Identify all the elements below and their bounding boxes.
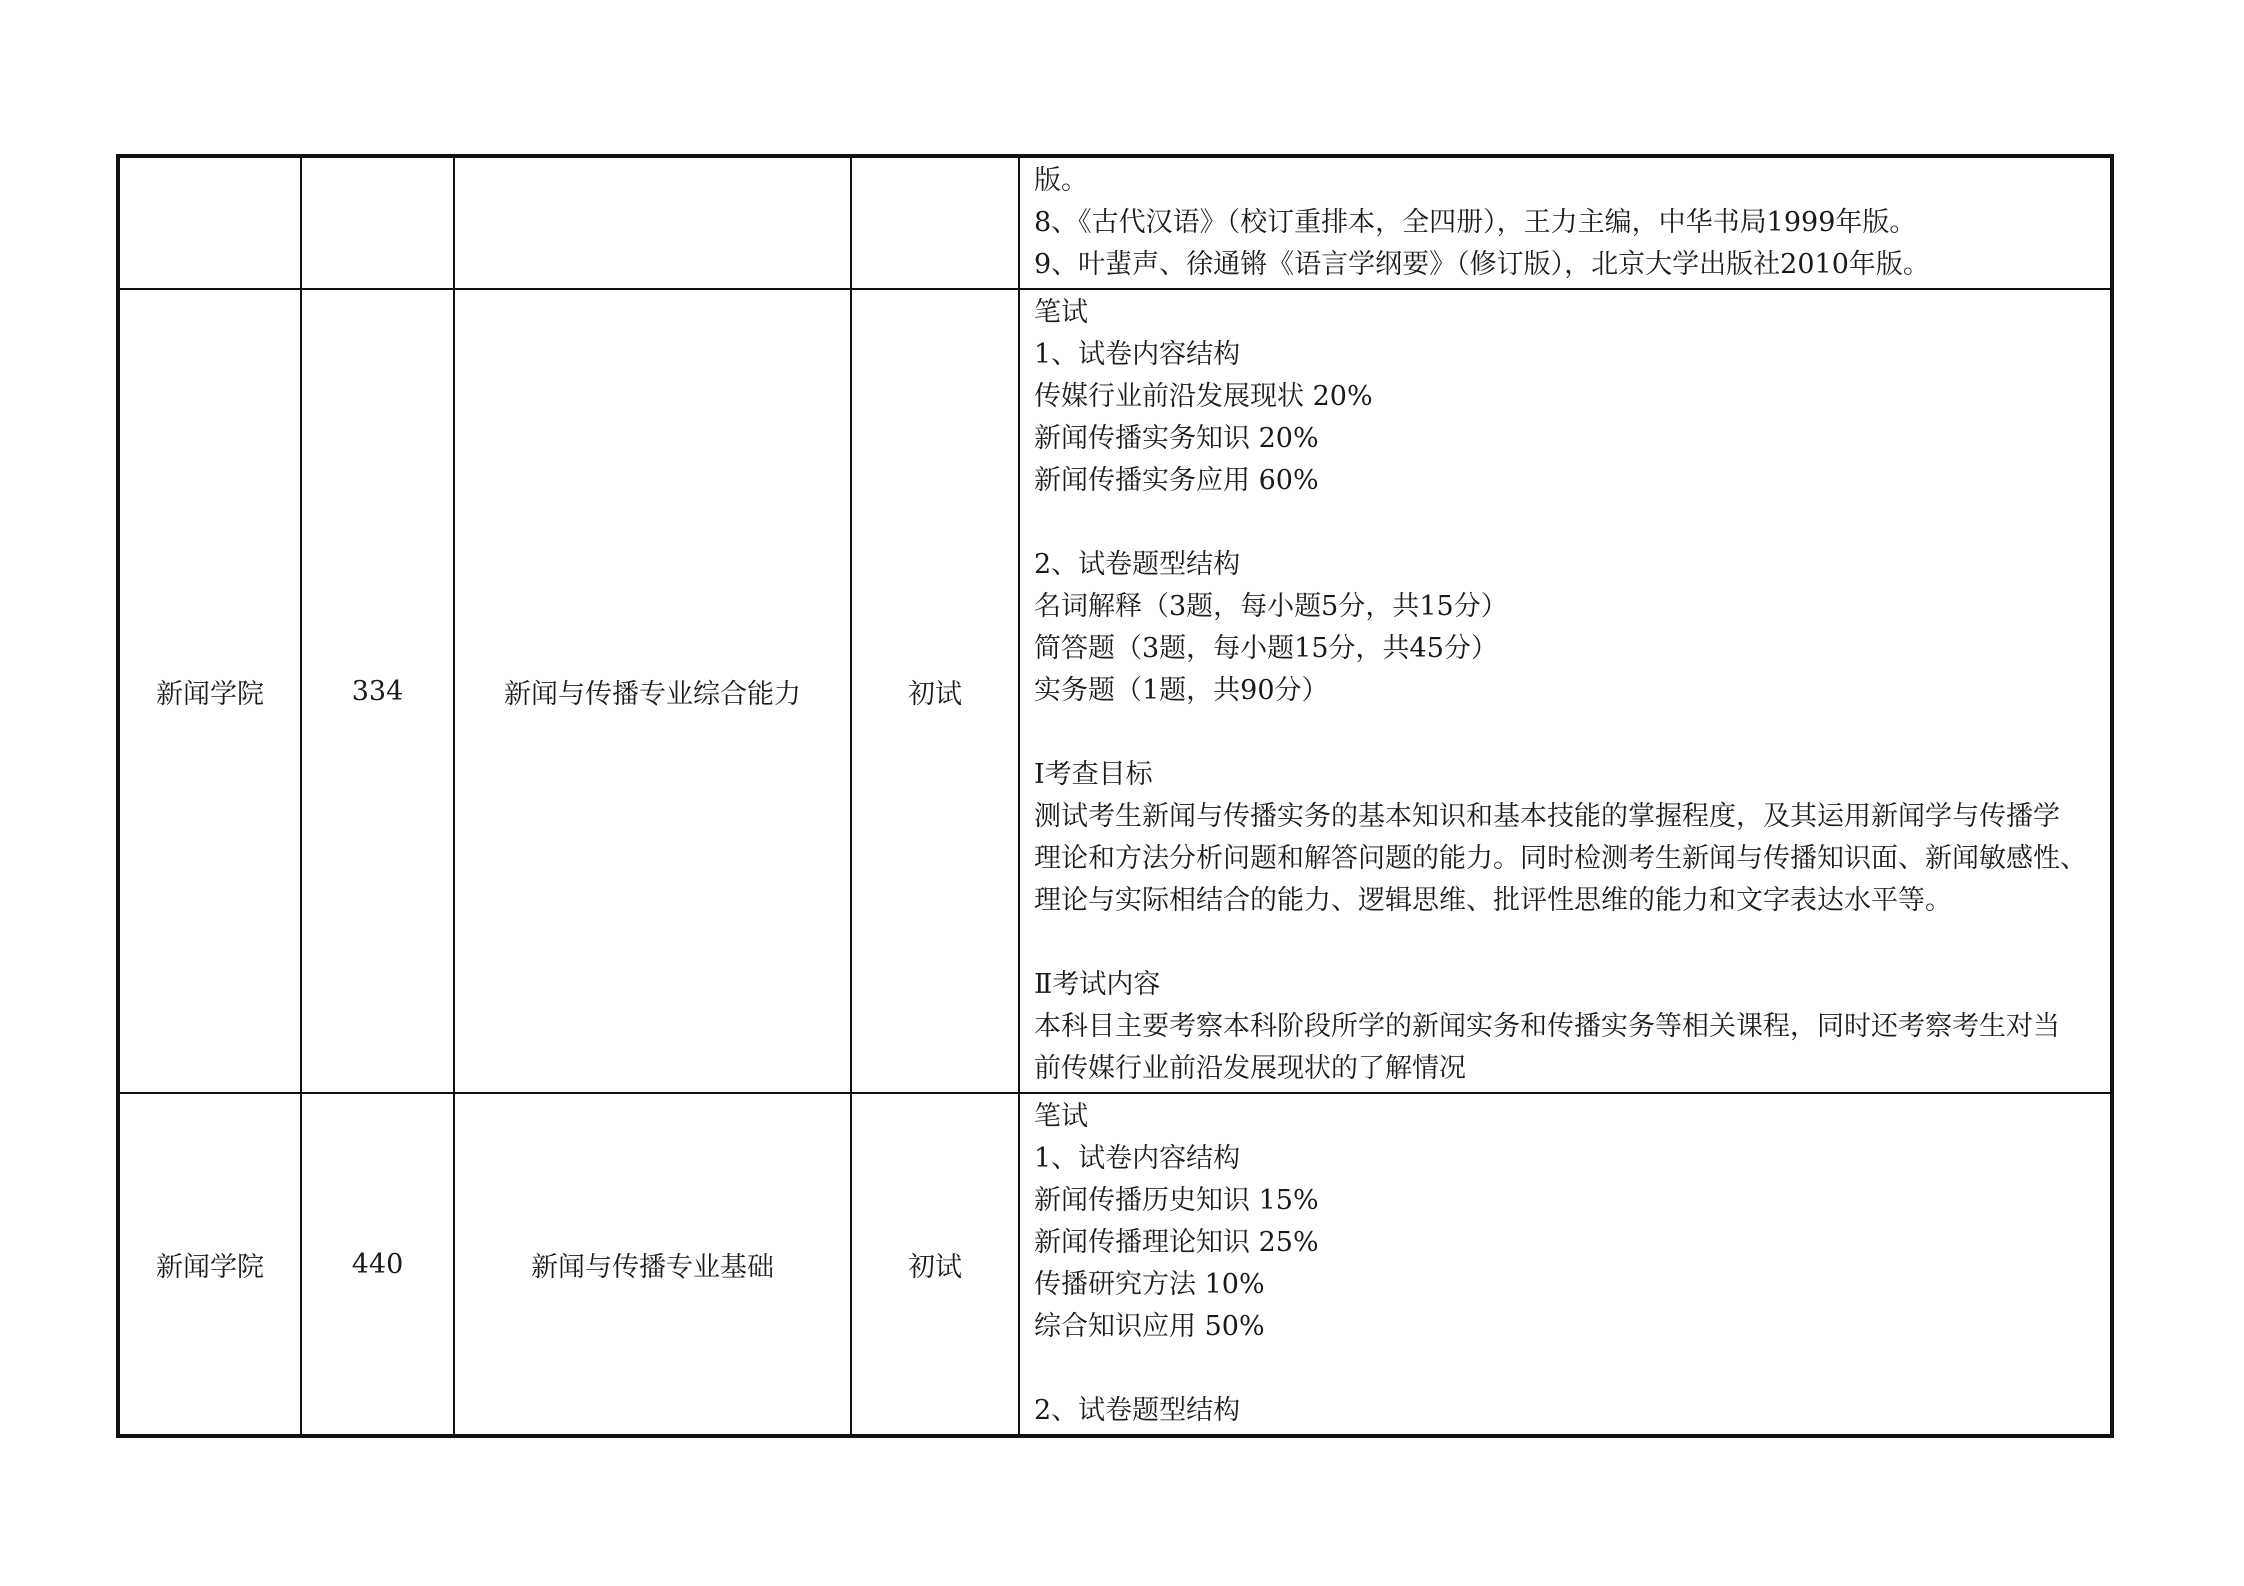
subject-name-cell <box>454 156 851 289</box>
exam-type-cell: 初试 <box>851 289 1019 1093</box>
content-line: Ⅱ考试内容 <box>1034 969 1161 1000</box>
content-line: 新闻传播历史知识 15% <box>1034 1185 1319 1216</box>
blank-line <box>1034 712 2100 754</box>
content-line: 传播研究方法 10% <box>1034 1269 1265 1300</box>
exam-content-cell <box>1019 1093 2112 1436</box>
content-line: 新闻传播实务应用 60% <box>1034 465 1319 496</box>
blank-line <box>1034 922 2100 964</box>
subject-code-cell: 334 <box>301 289 454 1093</box>
content-line: 传媒行业前沿发展现状 20% <box>1034 381 1373 412</box>
content-line: 笔试 <box>1034 297 1088 328</box>
table-row <box>118 1093 2112 1436</box>
content-line: 笔试 <box>1034 1101 1088 1132</box>
content-line: 前传媒行业前沿发展现状的了解情况 <box>1034 1053 1466 1084</box>
content-line: 测试考生新闻与传播实务的基本知识和基本技能的掌握程度，及其运用新闻学与传播学 <box>1034 801 2060 832</box>
content-line: 新闻传播理论知识 25% <box>1034 1227 1319 1258</box>
content-line: 综合知识应用 50% <box>1034 1311 1265 1342</box>
content-line: 本科目主要考察本科阶段所学的新闻实务和传播实务等相关课程，同时还考察考生对当 <box>1034 1011 2060 1042</box>
content-line: 版。 <box>1034 165 1088 196</box>
exam-type-cell <box>851 156 1019 289</box>
content-line: 新闻传播实务知识 20% <box>1034 423 1319 454</box>
content-line: 实务题（1题，共90分） <box>1034 675 1329 706</box>
content-line: 8、《古代汉语》（校订重排本，全四册），王力主编，中华书局1999年版。 <box>1034 207 1917 238</box>
subject-name-cell: 新闻与传播专业基础 <box>454 1093 851 1436</box>
content-line: 1、试卷内容结构 <box>1034 339 1241 370</box>
subject-code-cell <box>301 156 454 289</box>
subject-name-cell: 新闻与传播专业综合能力 <box>454 289 851 1093</box>
college-cell: 新闻学院 <box>118 1093 301 1436</box>
content-line: 简答题（3题，每小题15分，共45分） <box>1034 633 1498 664</box>
exam-content-cell <box>1019 289 2112 1093</box>
exam-content-cell <box>1019 156 2112 289</box>
exam-syllabus-table <box>116 154 2114 1438</box>
content-line: 名词解释（3题，每小题5分，共15分） <box>1034 591 1508 622</box>
college-cell: 新闻学院 <box>118 289 301 1093</box>
college-cell <box>118 156 301 289</box>
table-row <box>118 156 2112 289</box>
content-line: 1、试卷内容结构 <box>1034 1143 1241 1174</box>
content-line: 2、试卷题型结构 <box>1034 1395 1241 1426</box>
blank-line <box>1034 1348 2100 1390</box>
subject-code-cell: 440 <box>301 1093 454 1436</box>
content-line: 2、试卷题型结构 <box>1034 549 1241 580</box>
content-line: 理论与实际相结合的能力、逻辑思维、批评性思维的能力和文字表达水平等。 <box>1034 885 1952 916</box>
table-row <box>118 289 2112 1093</box>
content-line: 理论和方法分析问题和解答问题的能力。同时检测考生新闻与传播知识面、新闻敏感性、 <box>1034 843 2087 874</box>
blank-line <box>1034 502 2100 544</box>
content-line: Ⅰ考查目标 <box>1034 759 1153 790</box>
exam-type-cell: 初试 <box>851 1093 1019 1436</box>
content-line: 9、叶蜚声、徐通锵《语言学纲要》（修订版），北京大学出版社2010年版。 <box>1034 249 1930 280</box>
